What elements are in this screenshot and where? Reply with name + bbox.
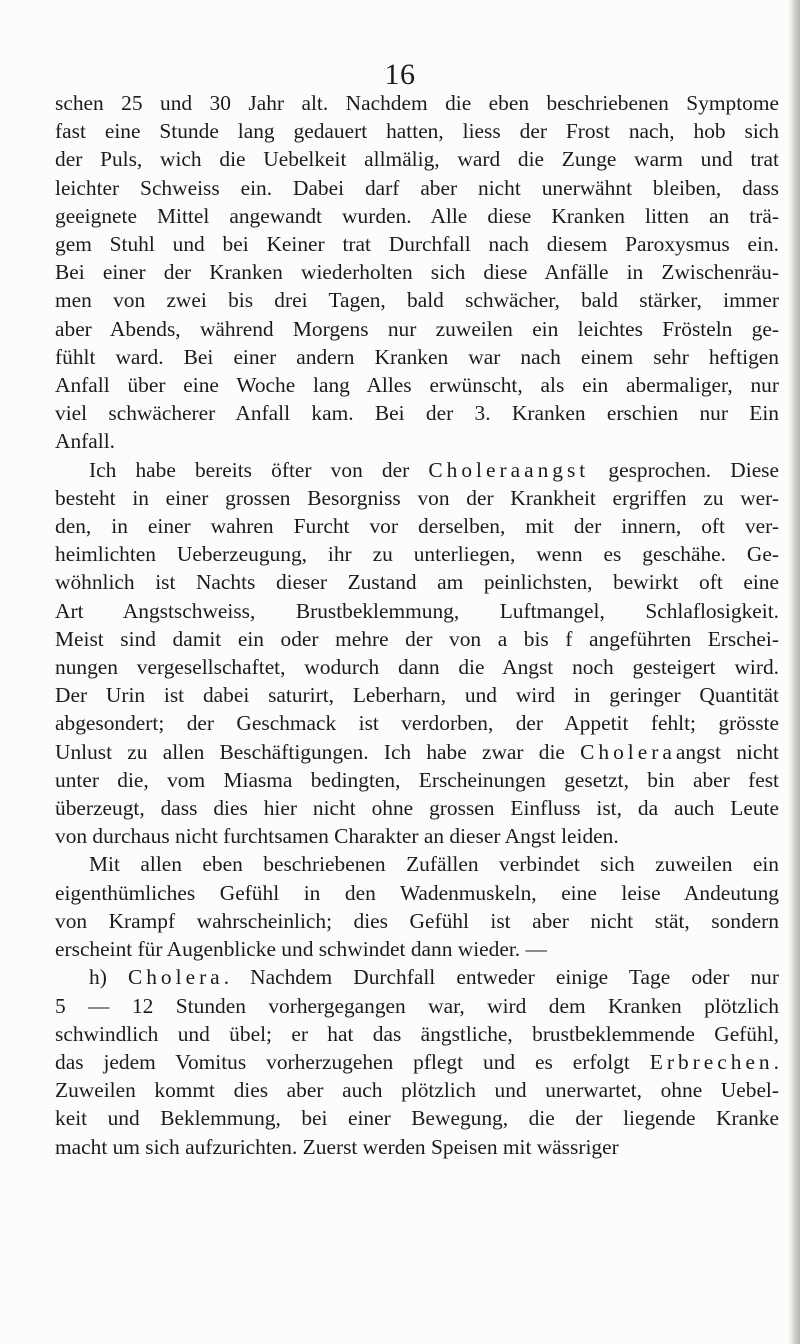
text-line: keit und Beklemmung, bei einer Bewegung, die der liegende Kranke	[55, 1106, 779, 1131]
text-line: abgesondert; der Geschmack ist verdorben, der Appetit fehlt; grösste	[55, 711, 779, 736]
text-line: heimlichten Ueberzeugung, ihr zu unterliegen, wenn es geschähe. Ge-	[55, 542, 779, 567]
text-line: schen 25 und 30 Jahr alt. Nachdem die eben beschriebenen Symptome	[55, 91, 779, 115]
text-line: nungen vergesellschaftet, wodurch dann die Angst noch gesteigert wird.	[55, 655, 779, 680]
text-line: men von zwei bis drei Tagen, bald schwächer, bald stärker, immer	[55, 288, 779, 313]
text-line: Der Urin ist dabei saturirt, Leberharn, und wird in geringer Quantität	[55, 683, 779, 708]
text-line: fühlt ward. Bei einer andern Kranken war nach einem sehr heftigen	[55, 344, 779, 369]
text-line: wöhnlich ist Nachts dieser Zustand am peinlichsten, bewirkt oft eine	[55, 570, 779, 595]
text-line: Anfall.	[55, 429, 115, 454]
text-line: Art Angstschweiss, Brustbeklemmung, Luftmangel, Schlaflosigkeit.	[55, 598, 779, 623]
text-line: Zuweilen kommt dies aber auch plötzlich und unerwartet, ohne Uebel-	[55, 1078, 779, 1103]
text-line: überzeugt, dass dies hier nicht ohne grossen Einfluss ist, da auch Leute	[55, 796, 779, 821]
text-line: das jedem Vomitus vorherzugehen pflegt und es erfolgt Erbrechen.	[55, 1049, 779, 1074]
paragraph	[55, 850, 779, 963]
text-line: unter die, vom Miasma bedingten, Erscheinungen gesetzt, bin aber fest	[55, 767, 779, 792]
emphasis-text: Cholera	[580, 739, 676, 764]
text-line: 5 — 12 Stunden vorhergegangen war, wird dem Kranken plötzlich	[55, 993, 779, 1018]
text-line: Mit allen eben beschriebenen Zufällen verbindet sich zuweilen ein	[89, 852, 779, 877]
text-line: leichter Schweiss ein. Dabei darf aber nicht unerwähnt bleiben, dass	[55, 175, 779, 200]
text-line: erscheint für Augenblicke und schwindet dann wieder. —	[55, 937, 547, 962]
text-line: fast eine Stunde lang gedauert hatten, liess der Frost nach, hob sich	[55, 119, 779, 144]
text-line: besteht in einer grossen Besorgniss von der Krankheit ergriffen zu wer-	[55, 485, 779, 510]
text-line: h) Cholera. Nachdem Durchfall entweder einige Tage oder nur	[89, 965, 779, 990]
text-line: den, in einer wahren Furcht vor derselben, mit der innern, oft ver-	[55, 514, 779, 539]
text-line: Anfall über eine Woche lang Alles erwünscht, als ein abermaliger, nur	[55, 373, 779, 398]
page-number: 16	[384, 58, 416, 91]
text-line: von Krampf wahrscheinlich; dies Gefühl ist aber nicht stät, sondern	[55, 908, 779, 933]
text-line: der Puls, wich die Uebelkeit allmälig, ward die Zunge warm und trat	[55, 147, 779, 172]
emphasis-text: Cholera	[127, 965, 224, 990]
text-line: schwindlich und übel; er hat das ängstliche, brustbeklemmende Gefühl,	[55, 1021, 779, 1046]
text-line: eigenthümliches Gefühl in den Wadenmuskeln, eine leise Andeutung	[55, 880, 779, 905]
page-edge-shadow	[786, 0, 800, 1344]
text-line: gem Stuhl und bei Keiner trat Durchfall nach diesem Paroxysmus ein.	[55, 232, 779, 257]
text-line: Bei einer der Kranken wiederholten sich diese Anfälle in Zwischenräu-	[55, 260, 779, 285]
emphasis-text: Erbrechen	[649, 1049, 774, 1074]
paragraph	[55, 963, 779, 1160]
text-line: von durchaus nicht furchtsamen Charakter an dieser Angst leiden.	[55, 824, 619, 849]
text-line: geeignete Mittel angewandt wurden. Alle diese Kranken litten an trä-	[55, 203, 779, 228]
body-text	[55, 89, 779, 1161]
text-line: Unlust zu allen Beschäftigungen. Ich habe zwar die Choleraangst nicht	[55, 739, 779, 764]
text-line: Meist sind damit ein oder mehre der von a bis f angeführten Erschei-	[55, 626, 779, 651]
text-line: aber Abends, während Morgens nur zuweilen ein leichtes Frösteln ge-	[55, 316, 779, 341]
text-line: Ich habe bereits öfter von der Choleraangst gesprochen. Diese	[89, 457, 780, 482]
text-line: macht um sich aufzurichten. Zuerst werden Speisen mit wässriger	[55, 1134, 619, 1159]
paragraph	[55, 89, 779, 456]
text-line: viel schwächerer Anfall kam. Bei der 3. Kranken erschien nur Ein	[55, 401, 779, 426]
emphasis-text: Choleraangst	[428, 457, 590, 482]
paragraph	[55, 456, 779, 851]
